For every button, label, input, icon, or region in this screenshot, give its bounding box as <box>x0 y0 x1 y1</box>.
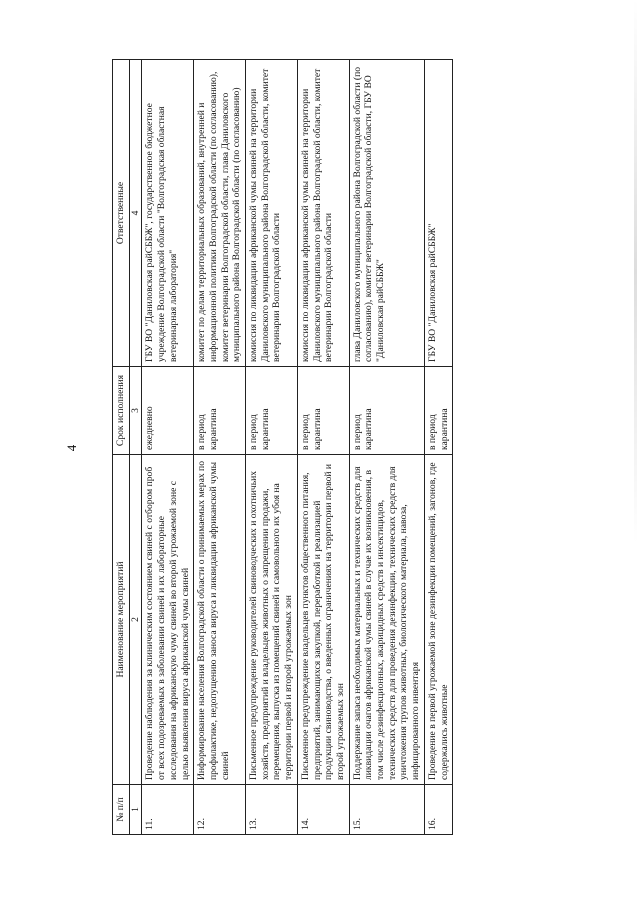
row-term: в период карантина <box>194 367 246 455</box>
row-responsible: ГБУ ВО "Даниловская райСББЖ" <box>424 60 452 367</box>
table-header-row <box>113 60 130 835</box>
row-responsible: комитет по делам территориальных образований, внутренней и информационной политики Волгоградской области (по согласованию), комитет ветеринарии Волгоградской области, глава Даниловского муниципального района Волгоградской области (по согласованию) <box>194 60 246 367</box>
row-measure: Письменное предупреждение руководителей свиноводческих и охотничьих хозяйств, предприятий и владельцев животных о запрещении продажи, перемещения, выпуска из помещений свиней и самовольного их убоя на территории первой и второй угрожаемых зон <box>246 455 298 785</box>
table-row <box>142 60 194 835</box>
table-row <box>246 60 298 835</box>
table-row <box>424 60 452 835</box>
page-number: 4 <box>64 444 79 452</box>
column-number: 1 <box>129 785 142 835</box>
column-number: 3 <box>129 367 142 455</box>
row-measure: Проведение в первой угрожаемой зоне дезинфекции помещений, загонов, где содержались животные <box>424 455 452 785</box>
row-term: в период карантина <box>424 367 452 455</box>
measures-table <box>112 59 453 835</box>
row-measure: Проведение наблюдения за клиническим состоянием свиней с отбором проб от всех подозреваемых в заболевании свиней и их лабораторные исследования на африканскую чуму свиней во второй угрожаемой зоне с целью выявления вируса африканской чумы свиней <box>142 455 194 785</box>
table-row <box>349 60 424 835</box>
row-responsible: ГБУ ВО "Даниловская райСББЖ", государственное бюджетное учреждение Волгоградской области "Волгоградская областная ветеринарная лаборатория" <box>142 60 194 367</box>
row-term: в период карантина <box>297 367 349 455</box>
header-term: Срок исполнения <box>113 367 130 455</box>
row-number: 14. <box>297 785 349 835</box>
header-name: Наименование мероприятий <box>113 455 130 785</box>
row-term: ежедневно <box>142 367 194 455</box>
header-num: № п/п <box>113 785 130 835</box>
header-responsible: Ответственные <box>113 60 130 367</box>
row-measure: Информирование населения Волгоградской области о принимаемых мерах по профилактике, недопущению заноса вируса и ликвидации африканской чумы свиней <box>194 455 246 785</box>
row-term: в период карантина <box>246 367 298 455</box>
row-measure: Поддержание запаса необходимых материальных и технических средств для ликвидации очагов африканской чумы свиней в случае их возникновения, в том числе дезинфекционных, акарицидных средств и инсектицидов, технических средств для проведения дезинфекции, технических средств для уничтожения трупов животных, биологического материала, навоза, инфицированного инвентаря <box>349 455 424 785</box>
row-number: 12. <box>194 785 246 835</box>
rotated-table-container <box>112 60 622 835</box>
row-number: 15. <box>349 785 424 835</box>
row-number: 11. <box>142 785 194 835</box>
scan-edge-shadow <box>634 0 637 905</box>
row-number: 13. <box>246 785 298 835</box>
row-responsible: глава Даниловского муниципального района Волгоградской области (по согласованию), комитет ветеринарии Волгоградской области, ГБУ ВО "Даниловская райСББЖ" <box>349 60 424 367</box>
column-number: 2 <box>129 455 142 785</box>
column-number: 4 <box>129 60 142 367</box>
row-number: 16. <box>424 785 452 835</box>
row-responsible: комиссия по ликвидации африканской чумы свиней на территории Даниловского муниципального района Волгоградской области, комитет ветеринарии Волгоградской области <box>297 60 349 367</box>
table-row <box>194 60 246 835</box>
column-number-row <box>129 60 142 835</box>
row-measure: Письменное предупреждение владельцев пунктов общественного питания, предприятий, занимающихся закупкой, переработкой и реализацией продукции свиноводства, о введенных ограничениях на территории первой и второй угрожаемых зон <box>297 455 349 785</box>
row-responsible: комиссия по ликвидации африканской чумы свиней на территории Даниловского муниципального района Волгоградской области, комитет ветеринарии Волгоградской области <box>246 60 298 367</box>
row-term: в период карантина <box>349 367 424 455</box>
table-row <box>297 60 349 835</box>
